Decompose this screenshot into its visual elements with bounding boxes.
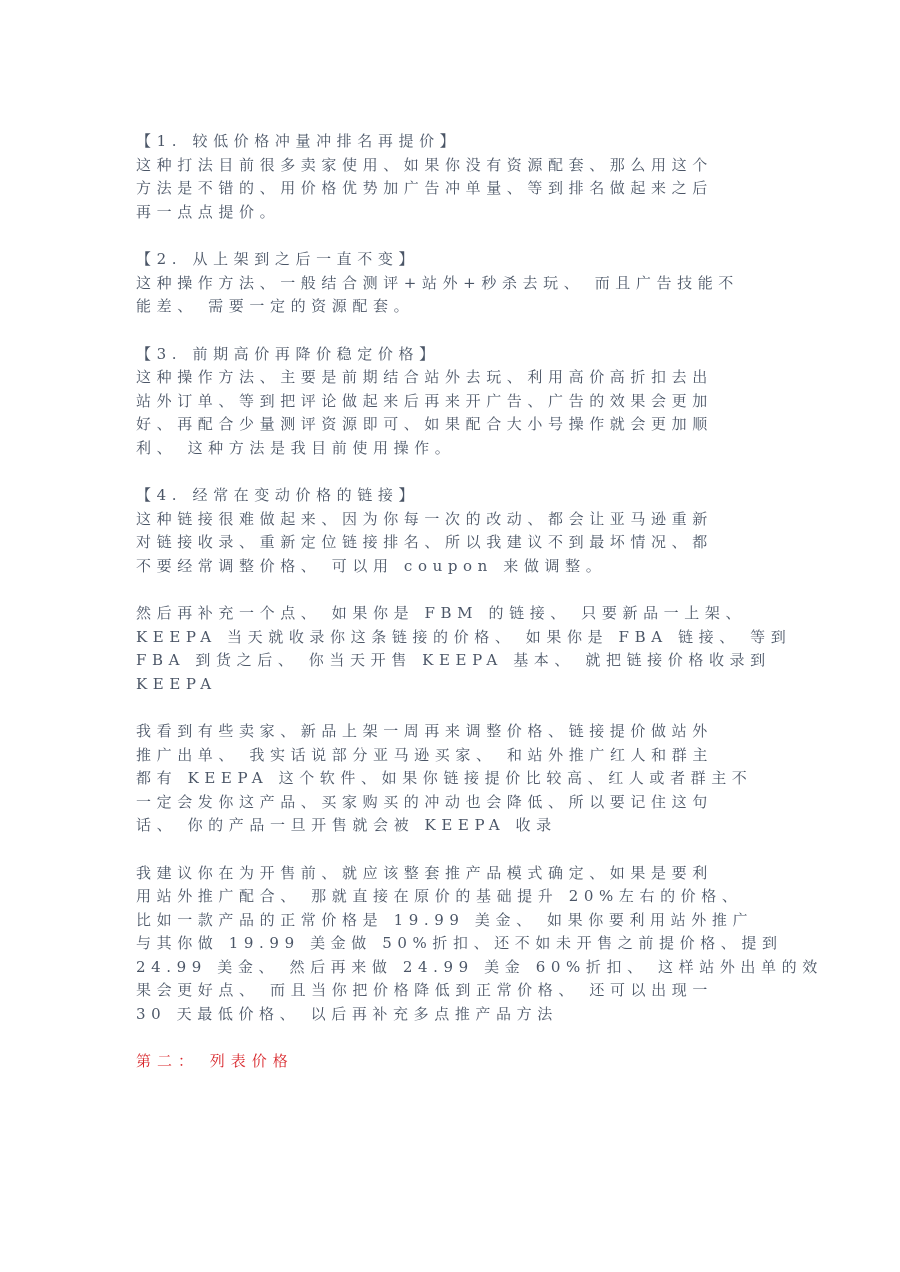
paragraph-strategy-2: [136, 248, 764, 319]
text-line: 一定会发你这产品、买家购买的冲动也会降低、所以要记住这句: [136, 792, 713, 811]
text-line: 好、再配合少量测评资源即可、如果配合大小号操作就会更加顺: [136, 415, 713, 433]
document-body: [136, 130, 823, 1074]
text-line: 这种链接很难做起来、因为你每一次的改动、都会让亚马逊重新: [136, 509, 713, 528]
text-line: 利、 这种方法是我目前使用操作。: [136, 438, 456, 457]
text-line: FBA 到货之后、 你当天开售 KEEPA 基本、 就把链接价格收录到: [136, 651, 771, 669]
text-line: 都有 KEEPA 这个软件、如果你链接提价比较高、红人或者群主不: [136, 769, 753, 787]
paragraph-strategy-1: [136, 130, 764, 224]
text-line: 这种打法目前很多卖家使用、如果你没有资源配套、那么用这个: [136, 155, 713, 174]
text-line: 方法是不错的、用价格优势加广告冲单量、等到排名做起来之后: [136, 179, 713, 197]
strategy-3-heading: 【3. 前期高价再降价稳定价格】: [136, 344, 440, 363]
text-line: KEEPA 当天就收录你这条链接的价格、 如果你是 FBA 链接、 等到: [136, 627, 792, 646]
text-line: 站外订单、等到把评论做起来后再来开广告、广告的效果会更加: [136, 391, 713, 410]
text-line: 不要经常调整价格、 可以用 coupon 来做调整。: [136, 556, 607, 575]
strategy-4-heading: 【4. 经常在变动价格的链接】: [136, 486, 420, 504]
paragraph-keepa-note: [136, 602, 792, 696]
text-line: 30 天最低价格、 以后再补充多点推产品方法: [136, 1004, 558, 1023]
text-line: 果会更好点、 而且当你把价格降低到正常价格、 还可以出现一: [136, 981, 713, 999]
section-title: 第二： 列表价格: [136, 1052, 294, 1070]
paragraph-seller-observation: [136, 720, 764, 838]
text-line: 用站外推广配合、 那就直接在原价的基础提升 20%左右的价格、: [136, 887, 743, 905]
text-line: 我看到有些卖家、新品上架一周再来调整价格、链接提价做站外: [136, 722, 713, 740]
text-line: 然后再补充一个点、 如果你是 FBM 的链接、 只要新品一上架、: [136, 604, 747, 622]
text-line: 这种操作方法、一般结合测评+站外+秒杀去玩、 而且广告技能不: [136, 273, 739, 292]
text-line: 再一点点提价。: [136, 202, 281, 221]
strategy-2-heading: 【2. 从上架到之后一直不变】: [136, 250, 420, 268]
text-line: 比如一款产品的正常价格是 19.99 美金、 如果你要利用站外推广: [136, 910, 754, 929]
paragraph-strategy-4: [136, 484, 764, 578]
text-line: KEEPA: [136, 674, 217, 693]
text-line: 推广出单、 我实话说部分亚马逊买家、 和站外推广红人和群主: [136, 745, 713, 764]
paragraph-strategy-3: [136, 343, 764, 461]
text-line: 这种操作方法、主要是前期结合站外去玩、利用高价高折扣去出: [136, 368, 713, 386]
text-line: 与其你做 19.99 美金做 50%折扣、还不如未开售之前提价格、提到: [136, 934, 783, 952]
text-line: 24.99 美金、 然后再来做 24.99 美金 60%折扣、 这样站外出单的效: [136, 957, 823, 976]
text-line: 能差、 需要一定的资源配套。: [136, 297, 415, 315]
text-line: 我建议你在为开售前、就应该整套推产品模式确定、如果是要利: [136, 863, 713, 882]
text-line: 对链接收录、重新定位链接排名、所以我建议不到最坏情况、都: [136, 533, 713, 551]
strategy-1-heading: 【1. 较低价格冲量冲排名再提价】: [136, 132, 461, 150]
text-line: 话、 你的产品一旦开售就会被 KEEPA 收录: [136, 816, 557, 834]
paragraph-recommendation: [136, 862, 823, 1027]
